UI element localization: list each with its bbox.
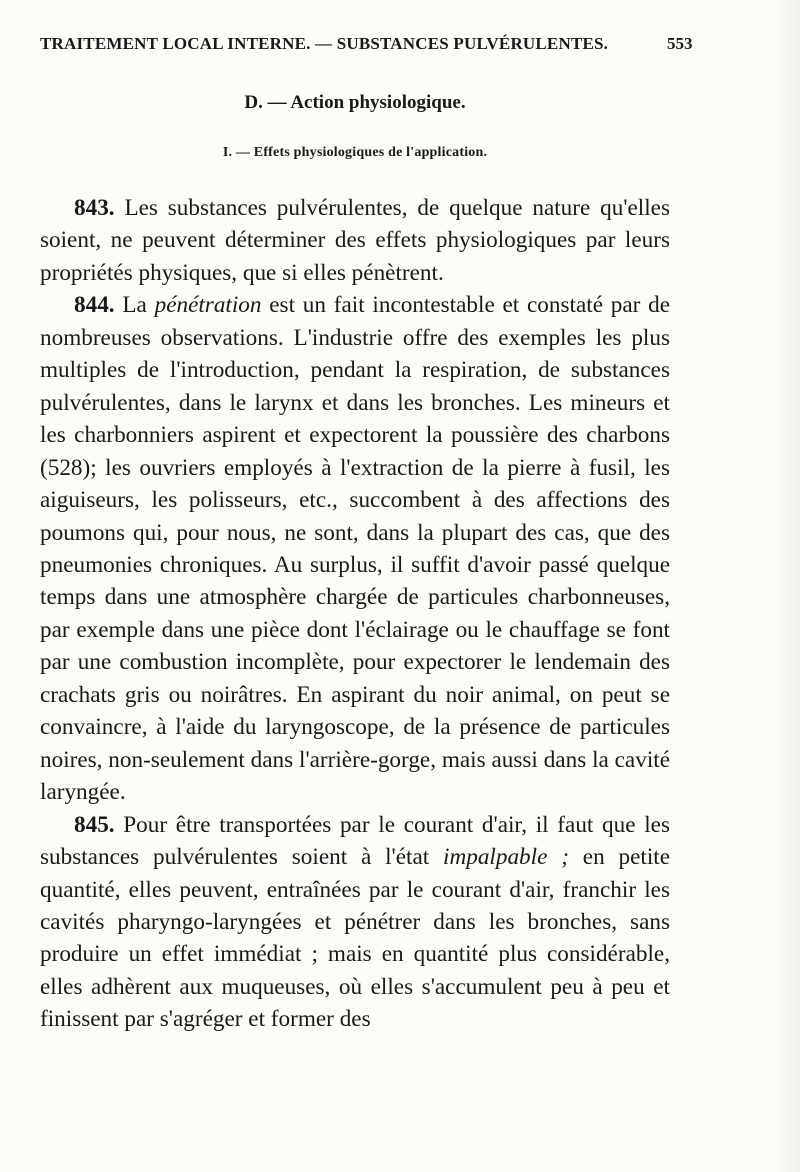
page-number: 553: [667, 34, 693, 53]
paragraph-text: est un fait incontestable et constaté par de nombreuses observations. L'industrie offre des exemples les plus multiples de l'introduction, pendant la respiration, de substances pulvérulentes, dans le larynx et dans les bronches. Les mineurs et les charbonniers aspirent et expectorent la poussière des charbons (528); les ouvriers employés à l'extraction de la pierre à fusil, les aiguiseurs, les polisseurs, etc., succombent à des affections des poumons qui, pour nous, ne sont, dans la plupart des cas, que des pneumonies chroniques. Au surplus, il suffit d'avoir passé quelque temps dans une atmosphère chargée de particules charbonneuses, par exemple dans une pièce dont l'éclairage ou le chauffage se font par une combustion incomplète, pour expectorer le lendemain des crachats gris ou noirâtres. En aspirant du noir animal, on peut se convaincre, à l'aide du laryngoscope, de la présence de particules noires, non-seulement dans l'arrière-gorge, mais aussi dans la cavité laryngée.: [40, 292, 671, 806]
running-header: TRAITEMENT LOCAL INTERNE. — SUBSTANCES PULVÉRULENTES.: [40, 34, 609, 53]
body-text: [40, 192, 670, 1036]
paragraph-text: Pour être transportées par le courant d'air, il faut que les substances pulvérulentes soient à l'état: [40, 811, 670, 871]
emphasis-text: impalpable ;: [443, 844, 569, 871]
paragraph-843: [40, 192, 670, 289]
subsection-title: I. — Effets physiologiques de l'application.: [222, 145, 488, 160]
paragraph-text: La: [122, 292, 155, 319]
paragraph-number: 843.: [74, 195, 115, 221]
paragraph-845: [40, 809, 670, 1036]
paragraph-text: Les substances pulvérulentes, de quelque nature qu'elles soient, ne peuvent déterminer des effets physiologiques par leurs propriétés physiques, que si elles pénètrent.: [40, 195, 670, 286]
paragraph-text: en petite quantité, elles peuvent, entraînées par le courant d'air, franchir les cavités pharyngo-laryngées et pénétrer dans les bronches, sans produire un effet immédiat ; mais en quantité plus considérable, elles adhèrent aux muqueuses, où elles s'accumulent peu à peu et finissent par s'agréger et former des: [40, 844, 670, 1033]
paragraph-number: 845.: [74, 811, 115, 838]
paragraph-844: [40, 289, 670, 808]
paragraph-number: 844.: [74, 292, 115, 319]
section-title: D. — Action physiologique.: [244, 92, 466, 113]
page-edge-shadow: [774, 0, 800, 1172]
emphasis-text: pénétration: [154, 292, 262, 319]
